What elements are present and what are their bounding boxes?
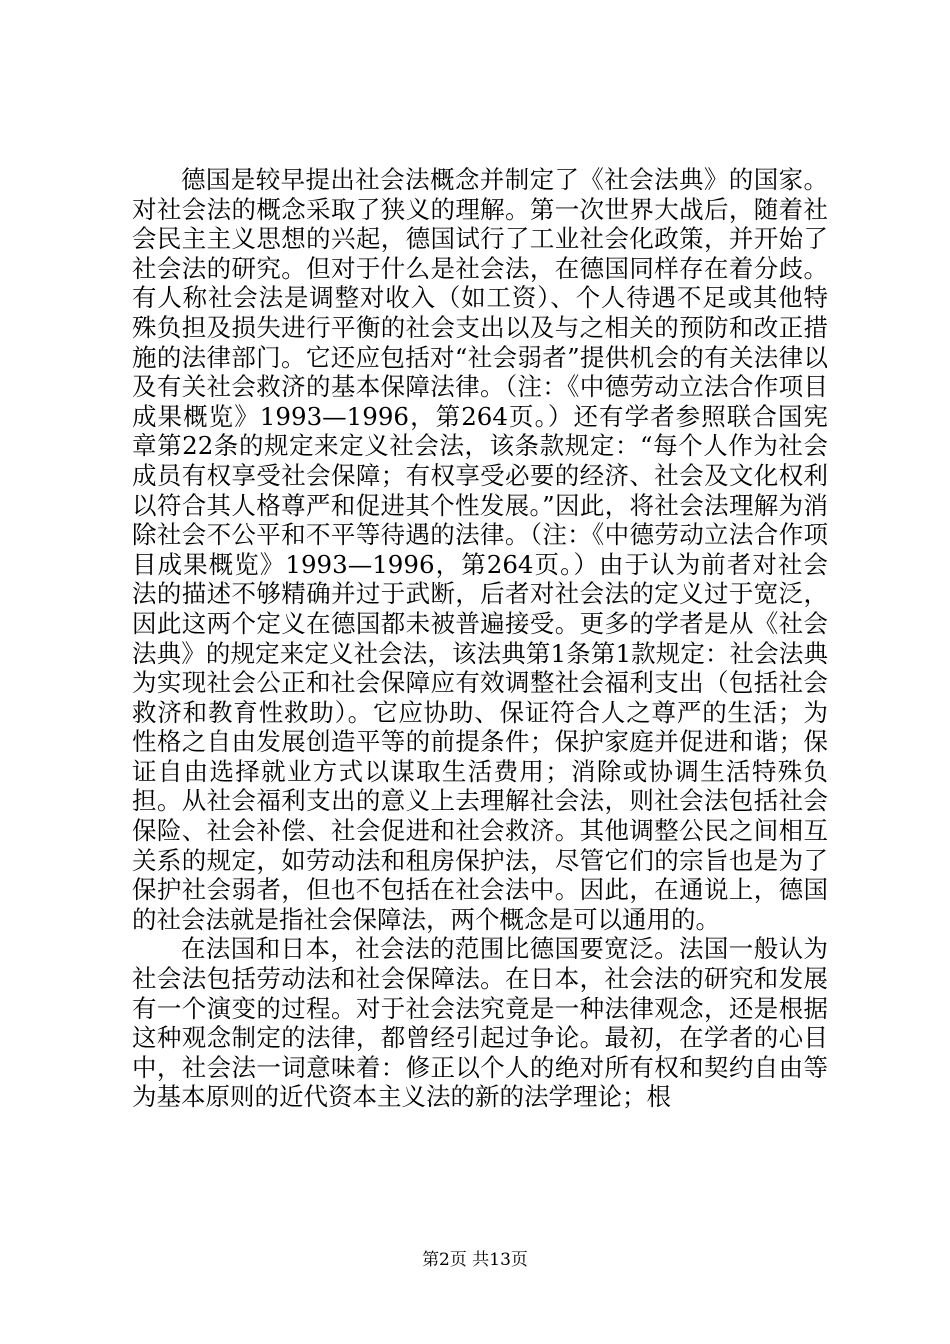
paragraph: 在法国和日本，社会法的范围比德国要宽泛。法国一般认为社会法包括劳动法和社会保障法。在日本，社会法的研究和发展有一个演变的过程。对于社会法究竟是一种法律观念，还是根据这种观念制定的法律，都曾经引起过争论。最初，在学者的心目中，社会法一词意味着：修正以个人的绝对所有权和契约自由等为基本原则的近代资本主义法的新的法学理论；根 — [132, 934, 828, 1112]
page-footer: 第2页 共13页 — [422, 1250, 528, 1270]
paragraph: 德国是较早提出社会法概念并制定了《社会法典》的国家。对社会法的概念采取了狭义的理解。第一次世界大战后，随着社会民主主义思想的兴起，德国试行了工业社会化政策，并开始了社会法的研究。但对于什么是社会法，在德国同样存在着分歧。有人称社会法是调整对收入（如工资）、个人待遇不足或其他特殊负担及损失进行平衡的社会支出以及与之相关的预防和改正措施的法律部门。它还应包括对“社会弱者”提供机会的有关法律以及有关社会救济的基本保障法律。（注：《中德劳动立法合作项目成果概览》1993—1996，第264页。）还有学者参照联合国宪章第22条的规定来定义社会法，该条款规定：“每个人作为社会成员有权享受社会保障；有权享受必要的经济、社会及文化权利以符合其人格尊严和促进其个性发展。”因此，将社会法理解为消除社会不公平和不平等待遇的法律。（注：《中德劳动立法合作项目成果概览》1993—1996，第264页。）由于认为前者对社会法的描述不够精确并过于武断，后者对社会法的定义过于宽泛，因此这两个定义在德国都未被普遍接受。更多的学者是从《社会法典》的规定来定义社会法，该法典第1条第1款规定：社会法典为实现社会公正和社会保障应有效调整社会福利支出（包括社会救济和教育性救助）。它应协助、保证符合人之尊严的生活；为性格之自由发展创造平等的前提条件；保护家庭并促进和谐；保证自由选择就业方式以谋取生活费用；消除或协调生活特殊负担。从社会福利支出的意义上去理解社会法，则社会法包括社会保险、社会补偿、社会促进和社会救济。其他调整公民之间相互关系的规定，如劳动法和租房保护法，尽管它们的宗旨也是为了保护社会弱者，但也不包括在社会法中。因此，在通说上，德国的社会法就是指社会保障法，两个概念是可以通用的。 — [132, 165, 828, 934]
document-body — [132, 165, 828, 1112]
